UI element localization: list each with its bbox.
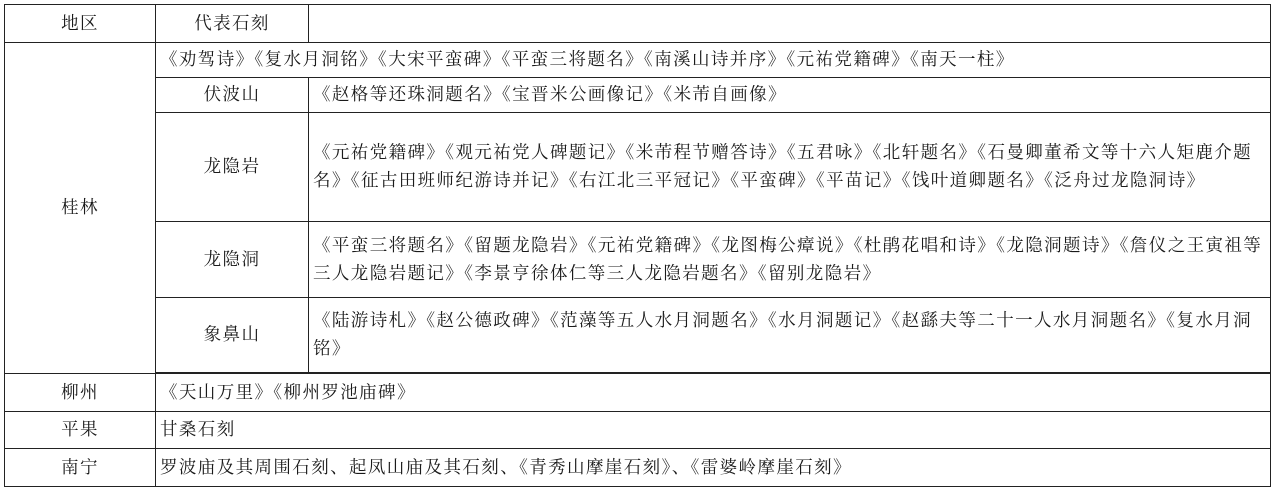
inscriptions-header: 代表石刻 — [156, 5, 309, 43]
region-cell-liuzhou: 柳州 — [5, 374, 156, 412]
inscriptions-cell-elephant-trunk-hill: 《陆游诗札》《赵公德政碑》《范藻等五人水月洞题名》《水月洞题记》《赵繇夫等二十一人水月洞题名》《复水月洞铭》 — [309, 298, 1271, 373]
header-empty-cell — [309, 5, 1271, 43]
inscriptions-cell-liuzhou: 《天山万里》《柳州罗池庙碑》 — [156, 374, 1271, 412]
site-cell-longyin-cave: 龙隐洞 — [156, 222, 309, 298]
table-row — [5, 78, 1271, 113]
inscriptions-cell-longyin-cave: 《平蛮三将题名》《留题龙隐岩》《元祐党籍碑》《龙图梅公瘴说》《杜鹃花唱和诗》《龙隐洞题诗》《詹仪之王寅祖等三人龙隐岩题记》《李景亨徐体仁等三人龙隐岩题名》《留别龙隐岩》 — [309, 222, 1271, 298]
inscriptions-cell-nanning: 罗波庙及其周围石刻、起凤山庙及其石刻、《青秀山摩崖石刻》、《雷婆岭摩崖石刻》 — [156, 449, 1271, 487]
site-cell-fubo-mountain: 伏波山 — [156, 78, 309, 113]
header-row — [5, 5, 1271, 43]
table-row — [5, 374, 1271, 412]
site-cell-longyin-rock: 龙隐岩 — [156, 113, 309, 222]
table-row — [5, 43, 1271, 78]
table-row — [5, 113, 1271, 222]
table-row — [5, 298, 1271, 373]
inscriptions-cell-guilin-general: 《劝驾诗》《复水月洞铭》《大宋平蛮碑》《平蛮三将题名》《南溪山诗并序》《元祐党籍碑》《南天一柱》 — [156, 43, 1271, 78]
region-cell-guilin: 桂林 — [5, 43, 156, 374]
inscriptions-cell-fubo-mountain: 《赵格等还珠洞题名》《宝晋米公画像记》《米芾自画像》 — [309, 78, 1271, 113]
site-cell-elephant-trunk-hill: 象鼻山 — [156, 298, 309, 373]
table-row — [5, 449, 1271, 487]
table-row — [5, 412, 1271, 449]
table-row — [5, 222, 1271, 298]
inscriptions-table — [4, 4, 1271, 487]
region-header: 地区 — [5, 5, 156, 43]
inscriptions-cell-pingguo: 甘桑石刻 — [156, 412, 1271, 449]
region-cell-pingguo: 平果 — [5, 412, 156, 449]
inscriptions-cell-longyin-rock: 《元祐党籍碑》《观元祐党人碑题记》《米芾程节赠答诗》《五君咏》《北轩题名》《石曼卿董希文等十六人矩鹿介题名》《征古田班师纪游诗并记》《右江北三平冠记》《平蛮碑》《平苗记》《饯叶道卿题名》《泛舟过龙隐洞诗》 — [309, 113, 1271, 222]
region-cell-nanning: 南宁 — [5, 449, 156, 487]
